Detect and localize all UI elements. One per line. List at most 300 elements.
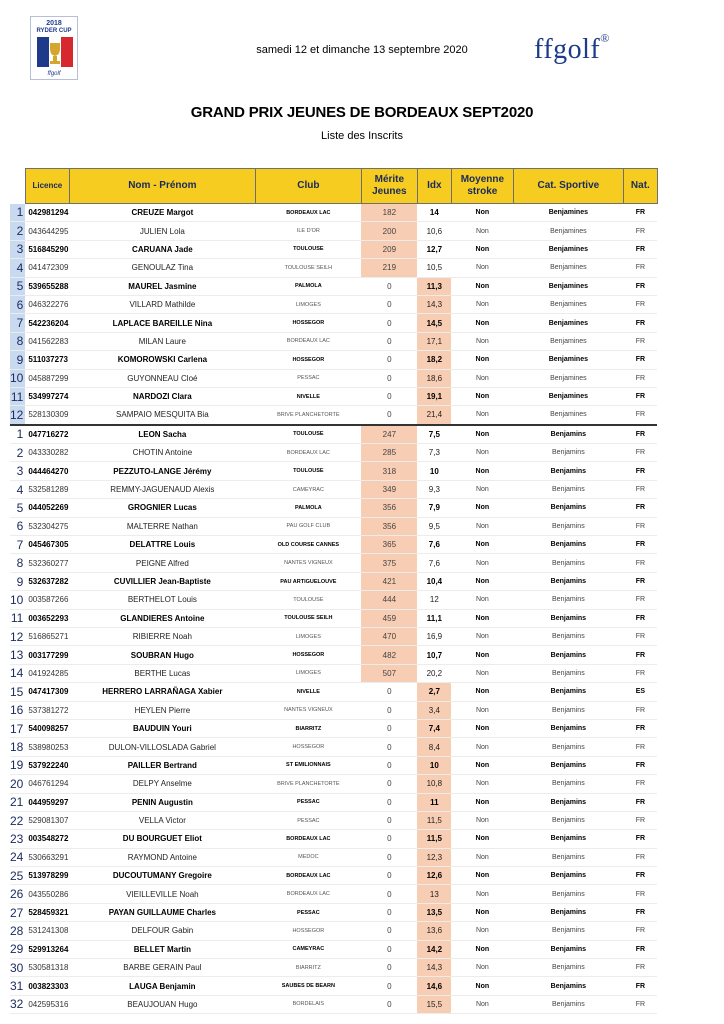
category-cell: Benjamins bbox=[513, 499, 623, 517]
name-cell: CREUZE Margot bbox=[69, 204, 255, 222]
category-cell: Benjamines bbox=[513, 406, 623, 425]
ryder-cup-year: 2018 bbox=[46, 20, 62, 27]
header-name: Nom - Prénom bbox=[69, 169, 255, 204]
row-number: 14 bbox=[10, 664, 25, 682]
nationality-cell: FR bbox=[623, 240, 657, 258]
category-cell: Benjamines bbox=[513, 204, 623, 222]
category-cell: Benjamins bbox=[513, 591, 623, 609]
moyenne-cell: Non bbox=[451, 591, 513, 609]
name-cell: CUVILLIER Jean-Baptiste bbox=[69, 572, 255, 590]
row-number: 6 bbox=[10, 517, 25, 535]
idx-cell: 10,8 bbox=[417, 775, 451, 793]
nationality-cell: FR bbox=[623, 756, 657, 774]
row-number: 11 bbox=[10, 387, 25, 405]
nationality-cell: FR bbox=[623, 554, 657, 572]
table-row bbox=[10, 462, 657, 480]
licence-cell: 003548272 bbox=[25, 830, 69, 848]
row-number: 29 bbox=[10, 940, 25, 958]
idx-cell: 7,3 bbox=[417, 444, 451, 462]
registrants-table bbox=[10, 168, 658, 1014]
merite-cell: 209 bbox=[361, 240, 417, 258]
nationality-cell: FR bbox=[623, 940, 657, 958]
category-cell: Benjamins bbox=[513, 830, 623, 848]
moyenne-cell: Non bbox=[451, 995, 513, 1013]
merite-cell: 0 bbox=[361, 793, 417, 811]
moyenne-cell: Non bbox=[451, 848, 513, 866]
registered-icon: ® bbox=[600, 30, 610, 45]
row-number: 8 bbox=[10, 332, 25, 350]
idx-cell: 9,3 bbox=[417, 480, 451, 498]
moyenne-cell: Non bbox=[451, 444, 513, 462]
name-cell: HERRERO LARRAÑAGA Xabier bbox=[69, 683, 255, 701]
merite-cell: 365 bbox=[361, 536, 417, 554]
club-cell: HOSSEGOR bbox=[255, 314, 361, 332]
merite-cell: 0 bbox=[361, 295, 417, 313]
moyenne-cell: Non bbox=[451, 572, 513, 590]
licence-cell: 003177299 bbox=[25, 646, 69, 664]
moyenne-cell: Non bbox=[451, 480, 513, 498]
row-number: 24 bbox=[10, 848, 25, 866]
licence-cell: 042595316 bbox=[25, 995, 69, 1013]
idx-cell: 14,3 bbox=[417, 959, 451, 977]
category-cell: Benjamins bbox=[513, 444, 623, 462]
club-cell: TOULOUSE SEILH bbox=[255, 259, 361, 277]
moyenne-cell: Non bbox=[451, 701, 513, 719]
category-cell: Benjamines bbox=[513, 240, 623, 258]
name-cell: CARUANA Jade bbox=[69, 240, 255, 258]
moyenne-cell: Non bbox=[451, 222, 513, 240]
name-cell: PAILLER Bertrand bbox=[69, 756, 255, 774]
merite-cell: 0 bbox=[361, 369, 417, 387]
table-row bbox=[10, 480, 657, 498]
merite-cell: 0 bbox=[361, 811, 417, 829]
club-cell: HOSSEGOR bbox=[255, 351, 361, 369]
idx-cell: 7,5 bbox=[417, 425, 451, 444]
club-cell: BORDELAIS bbox=[255, 995, 361, 1013]
row-number: 11 bbox=[10, 609, 25, 627]
merite-cell: 200 bbox=[361, 222, 417, 240]
category-cell: Benjamines bbox=[513, 277, 623, 295]
category-cell: Benjamines bbox=[513, 222, 623, 240]
row-number: 7 bbox=[10, 314, 25, 332]
name-cell: BEAUJOUAN Hugo bbox=[69, 995, 255, 1013]
idx-cell: 13 bbox=[417, 885, 451, 903]
name-cell: MILAN Laure bbox=[69, 332, 255, 350]
nationality-cell: FR bbox=[623, 609, 657, 627]
event-date: samedi 12 et dimanche 13 septembre 2020 bbox=[256, 44, 468, 56]
merite-cell: 482 bbox=[361, 646, 417, 664]
category-cell: Benjamins bbox=[513, 977, 623, 995]
row-number: 4 bbox=[10, 259, 25, 277]
row-number: 12 bbox=[10, 406, 25, 425]
merite-cell: 0 bbox=[361, 775, 417, 793]
licence-cell: 537381272 bbox=[25, 701, 69, 719]
nationality-cell: FR bbox=[623, 701, 657, 719]
moyenne-cell: Non bbox=[451, 609, 513, 627]
club-cell: TOULOUSE bbox=[255, 462, 361, 480]
club-cell: BORDEAUX LAC bbox=[255, 204, 361, 222]
category-cell: Benjamins bbox=[513, 536, 623, 554]
moyenne-cell: Non bbox=[451, 259, 513, 277]
nationality-cell: FR bbox=[623, 259, 657, 277]
row-number: 17 bbox=[10, 719, 25, 737]
name-cell: VELLA Victor bbox=[69, 811, 255, 829]
name-cell: DELATTRE Louis bbox=[69, 536, 255, 554]
licence-cell: 532360277 bbox=[25, 554, 69, 572]
category-cell: Benjamines bbox=[513, 332, 623, 350]
club-cell: LIMOGES bbox=[255, 295, 361, 313]
nationality-cell: FR bbox=[623, 830, 657, 848]
header-licence: Licence bbox=[25, 169, 69, 204]
table-row bbox=[10, 664, 657, 682]
licence-cell: 047716272 bbox=[25, 425, 69, 444]
name-cell: REMMY-JAGUENAUD Alexis bbox=[69, 480, 255, 498]
merite-cell: 349 bbox=[361, 480, 417, 498]
idx-cell: 14,2 bbox=[417, 940, 451, 958]
moyenne-cell: Non bbox=[451, 627, 513, 645]
idx-cell: 11,1 bbox=[417, 609, 451, 627]
row-number: 7 bbox=[10, 536, 25, 554]
club-cell: PESSAC bbox=[255, 369, 361, 387]
moyenne-cell: Non bbox=[451, 756, 513, 774]
licence-cell: 041924285 bbox=[25, 664, 69, 682]
merite-cell: 0 bbox=[361, 848, 417, 866]
licence-cell: 003823303 bbox=[25, 977, 69, 995]
licence-cell: 537922240 bbox=[25, 756, 69, 774]
club-cell: BORDEAUX LAC bbox=[255, 830, 361, 848]
row-number: 2 bbox=[10, 222, 25, 240]
nationality-cell: FR bbox=[623, 499, 657, 517]
name-cell: PEIGNE Alfred bbox=[69, 554, 255, 572]
idx-cell: 12,3 bbox=[417, 848, 451, 866]
nationality-cell: FR bbox=[623, 811, 657, 829]
moyenne-cell: Non bbox=[451, 903, 513, 921]
category-cell: Benjamins bbox=[513, 995, 623, 1013]
club-cell: PAU GOLF CLUB bbox=[255, 517, 361, 535]
name-cell: BAUDUIN Youri bbox=[69, 719, 255, 737]
merite-cell: 0 bbox=[361, 314, 417, 332]
table-row bbox=[10, 848, 657, 866]
nationality-cell: FR bbox=[623, 387, 657, 405]
name-cell: DU BOURGUET Eliot bbox=[69, 830, 255, 848]
club-cell: ILE D'OR bbox=[255, 222, 361, 240]
licence-cell: 045467305 bbox=[25, 536, 69, 554]
merite-cell: 0 bbox=[361, 406, 417, 425]
name-cell: DULON-VILLOSLADA Gabriel bbox=[69, 738, 255, 756]
idx-cell: 7,6 bbox=[417, 536, 451, 554]
moyenne-cell: Non bbox=[451, 499, 513, 517]
merite-cell: 0 bbox=[361, 738, 417, 756]
name-cell: DELPY Anselme bbox=[69, 775, 255, 793]
page-subtitle: Liste des Inscrits bbox=[321, 130, 403, 142]
club-cell: PALMOLA bbox=[255, 277, 361, 295]
merite-cell: 182 bbox=[361, 204, 417, 222]
licence-cell: 528130309 bbox=[25, 406, 69, 425]
merite-cell: 0 bbox=[361, 387, 417, 405]
name-cell: GUYONNEAU Cloé bbox=[69, 369, 255, 387]
idx-cell: 17,1 bbox=[417, 332, 451, 350]
category-cell: Benjamins bbox=[513, 462, 623, 480]
club-cell: CAMEYRAC bbox=[255, 480, 361, 498]
merite-cell: 0 bbox=[361, 277, 417, 295]
nationality-cell: FR bbox=[623, 351, 657, 369]
category-cell: Benjamins bbox=[513, 756, 623, 774]
club-cell: PESSAC bbox=[255, 811, 361, 829]
club-cell: NIVELLE bbox=[255, 387, 361, 405]
licence-cell: 042981294 bbox=[25, 204, 69, 222]
table-row bbox=[10, 940, 657, 958]
idx-cell: 14,6 bbox=[417, 977, 451, 995]
idx-cell: 11,5 bbox=[417, 830, 451, 848]
club-cell: CAMEYRAC bbox=[255, 940, 361, 958]
licence-cell: 041562283 bbox=[25, 332, 69, 350]
merite-cell: 0 bbox=[361, 885, 417, 903]
nationality-cell: FR bbox=[623, 867, 657, 885]
table-row bbox=[10, 995, 657, 1013]
idx-cell: 14,5 bbox=[417, 314, 451, 332]
row-number: 21 bbox=[10, 793, 25, 811]
table-row bbox=[10, 811, 657, 829]
name-cell: GLANDIERES Antoine bbox=[69, 609, 255, 627]
header-merite: Mérite Jeunes bbox=[361, 169, 417, 204]
row-number: 1 bbox=[10, 204, 25, 222]
nationality-cell: FR bbox=[623, 222, 657, 240]
merite-cell: 0 bbox=[361, 830, 417, 848]
moyenne-cell: Non bbox=[451, 811, 513, 829]
idx-cell: 8,4 bbox=[417, 738, 451, 756]
licence-cell: 513978299 bbox=[25, 867, 69, 885]
club-cell: BORDEAUX LAC bbox=[255, 332, 361, 350]
licence-cell: 532637282 bbox=[25, 572, 69, 590]
table-row bbox=[10, 499, 657, 517]
table-row bbox=[10, 922, 657, 940]
nationality-cell: FR bbox=[623, 517, 657, 535]
idx-cell: 19,1 bbox=[417, 387, 451, 405]
licence-cell: 538980253 bbox=[25, 738, 69, 756]
nationality-cell: FR bbox=[623, 444, 657, 462]
table-row bbox=[10, 444, 657, 462]
category-cell: Benjamines bbox=[513, 295, 623, 313]
idx-cell: 13,5 bbox=[417, 903, 451, 921]
moyenne-cell: Non bbox=[451, 517, 513, 535]
ffgolf-logo bbox=[534, 30, 610, 66]
table-row bbox=[10, 627, 657, 645]
header-cat: Cat. Sportive bbox=[513, 169, 623, 204]
nationality-cell: FR bbox=[623, 204, 657, 222]
licence-cell: 003587266 bbox=[25, 591, 69, 609]
nationality-cell: FR bbox=[623, 536, 657, 554]
idx-cell: 10,7 bbox=[417, 646, 451, 664]
licence-cell: 044052269 bbox=[25, 499, 69, 517]
table-row bbox=[10, 369, 657, 387]
table-row bbox=[10, 903, 657, 921]
category-cell: Benjamines bbox=[513, 369, 623, 387]
nationality-cell: FR bbox=[623, 664, 657, 682]
row-number: 31 bbox=[10, 977, 25, 995]
licence-cell: 511037273 bbox=[25, 351, 69, 369]
category-cell: Benjamins bbox=[513, 922, 623, 940]
ffgolf-logo-text: ffgolf bbox=[534, 34, 601, 65]
idx-cell: 18,2 bbox=[417, 351, 451, 369]
row-number: 18 bbox=[10, 738, 25, 756]
moyenne-cell: Non bbox=[451, 277, 513, 295]
category-cell: Benjamins bbox=[513, 701, 623, 719]
table-row bbox=[10, 977, 657, 995]
merite-cell: 375 bbox=[361, 554, 417, 572]
table-row bbox=[10, 277, 657, 295]
table-row bbox=[10, 830, 657, 848]
name-cell: NARDOZI Clara bbox=[69, 387, 255, 405]
nationality-cell: FR bbox=[623, 591, 657, 609]
name-cell: DELFOUR Gabin bbox=[69, 922, 255, 940]
merite-cell: 356 bbox=[361, 517, 417, 535]
name-cell: HEYLEN Pierre bbox=[69, 701, 255, 719]
merite-cell: 0 bbox=[361, 995, 417, 1013]
merite-cell: 0 bbox=[361, 903, 417, 921]
licence-cell: 041472309 bbox=[25, 259, 69, 277]
nationality-cell: FR bbox=[623, 295, 657, 313]
licence-cell: 528459321 bbox=[25, 903, 69, 921]
moyenne-cell: Non bbox=[451, 332, 513, 350]
table-row bbox=[10, 240, 657, 258]
idx-cell: 11,3 bbox=[417, 277, 451, 295]
header-moyenne: Moyenne stroke bbox=[451, 169, 513, 204]
name-cell: BELLET Martin bbox=[69, 940, 255, 958]
nationality-cell: FR bbox=[623, 480, 657, 498]
club-cell: BORDEAUX LAC bbox=[255, 867, 361, 885]
merite-cell: 219 bbox=[361, 259, 417, 277]
idx-cell: 7,9 bbox=[417, 499, 451, 517]
header-idx: Idx bbox=[417, 169, 451, 204]
table-row bbox=[10, 314, 657, 332]
category-cell: Benjamines bbox=[513, 259, 623, 277]
club-cell: TOULOUSE bbox=[255, 425, 361, 444]
table-row bbox=[10, 387, 657, 405]
row-number: 13 bbox=[10, 646, 25, 664]
row-number: 28 bbox=[10, 922, 25, 940]
idx-cell: 20,2 bbox=[417, 664, 451, 682]
table-row bbox=[10, 646, 657, 664]
club-cell: OLD COURSE CANNES bbox=[255, 536, 361, 554]
club-cell: LIMOGES bbox=[255, 664, 361, 682]
moyenne-cell: Non bbox=[451, 793, 513, 811]
licence-cell: 044959297 bbox=[25, 793, 69, 811]
nationality-cell: FR bbox=[623, 738, 657, 756]
nationality-cell: FR bbox=[623, 406, 657, 425]
nationality-cell: FR bbox=[623, 462, 657, 480]
moyenne-cell: Non bbox=[451, 683, 513, 701]
licence-cell: 532304275 bbox=[25, 517, 69, 535]
idx-cell: 15,5 bbox=[417, 995, 451, 1013]
licence-cell: 043330282 bbox=[25, 444, 69, 462]
idx-cell: 10,6 bbox=[417, 222, 451, 240]
idx-cell: 11 bbox=[417, 793, 451, 811]
row-number: 5 bbox=[10, 499, 25, 517]
licence-cell: 534997274 bbox=[25, 387, 69, 405]
idx-cell: 10 bbox=[417, 756, 451, 774]
row-number: 25 bbox=[10, 867, 25, 885]
row-number: 5 bbox=[10, 277, 25, 295]
category-cell: Benjamins bbox=[513, 793, 623, 811]
moyenne-cell: Non bbox=[451, 406, 513, 425]
moyenne-cell: Non bbox=[451, 425, 513, 444]
merite-cell: 0 bbox=[361, 683, 417, 701]
moyenne-cell: Non bbox=[451, 885, 513, 903]
idx-cell: 18,6 bbox=[417, 369, 451, 387]
moyenne-cell: Non bbox=[451, 351, 513, 369]
category-cell: Benjamins bbox=[513, 867, 623, 885]
licence-cell: 532581289 bbox=[25, 480, 69, 498]
moyenne-cell: Non bbox=[451, 940, 513, 958]
club-cell: PALMOLA bbox=[255, 499, 361, 517]
row-number: 10 bbox=[10, 369, 25, 387]
category-cell: Benjamins bbox=[513, 775, 623, 793]
name-cell: LEON Sacha bbox=[69, 425, 255, 444]
licence-cell: 529913264 bbox=[25, 940, 69, 958]
idx-cell: 2,7 bbox=[417, 683, 451, 701]
nationality-cell: FR bbox=[623, 959, 657, 977]
idx-cell: 7,4 bbox=[417, 719, 451, 737]
moyenne-cell: Non bbox=[451, 738, 513, 756]
name-cell: PAYAN GUILLAUME Charles bbox=[69, 903, 255, 921]
licence-cell: 540098257 bbox=[25, 719, 69, 737]
row-number: 9 bbox=[10, 572, 25, 590]
row-number: 19 bbox=[10, 756, 25, 774]
idx-cell: 21,4 bbox=[417, 406, 451, 425]
licence-cell: 045887299 bbox=[25, 369, 69, 387]
licence-cell: 043550286 bbox=[25, 885, 69, 903]
name-cell: VILLARD Mathilde bbox=[69, 295, 255, 313]
category-cell: Benjamins bbox=[513, 903, 623, 921]
moyenne-cell: Non bbox=[451, 959, 513, 977]
category-cell: Benjamines bbox=[513, 351, 623, 369]
club-cell: TOULOUSE bbox=[255, 591, 361, 609]
category-cell: Benjamins bbox=[513, 517, 623, 535]
merite-cell: 421 bbox=[361, 572, 417, 590]
header-club: Club bbox=[255, 169, 361, 204]
table-row bbox=[10, 517, 657, 535]
moyenne-cell: Non bbox=[451, 922, 513, 940]
moyenne-cell: Non bbox=[451, 867, 513, 885]
merite-cell: 0 bbox=[361, 977, 417, 995]
licence-cell: 542236204 bbox=[25, 314, 69, 332]
category-cell: Benjamins bbox=[513, 811, 623, 829]
row-number: 3 bbox=[10, 462, 25, 480]
idx-cell: 10,4 bbox=[417, 572, 451, 590]
idx-cell: 14 bbox=[417, 204, 451, 222]
moyenne-cell: Non bbox=[451, 314, 513, 332]
category-cell: Benjamins bbox=[513, 664, 623, 682]
table-row bbox=[10, 756, 657, 774]
nationality-cell: FR bbox=[623, 775, 657, 793]
table-row bbox=[10, 295, 657, 313]
table-row bbox=[10, 609, 657, 627]
club-cell: ST EMILIONNAIS bbox=[255, 756, 361, 774]
row-number: 1 bbox=[10, 425, 25, 444]
moyenne-cell: Non bbox=[451, 664, 513, 682]
table-row bbox=[10, 425, 657, 444]
licence-cell: 516865271 bbox=[25, 627, 69, 645]
name-cell: VIEILLEVILLE Noah bbox=[69, 885, 255, 903]
table-row bbox=[10, 572, 657, 590]
name-cell: MAUREL Jasmine bbox=[69, 277, 255, 295]
category-cell: Benjamins bbox=[513, 646, 623, 664]
row-number: 10 bbox=[10, 591, 25, 609]
table-row bbox=[10, 719, 657, 737]
club-cell: BIARRITZ bbox=[255, 959, 361, 977]
name-cell: BERTHELOT Louis bbox=[69, 591, 255, 609]
table-row bbox=[10, 204, 657, 222]
